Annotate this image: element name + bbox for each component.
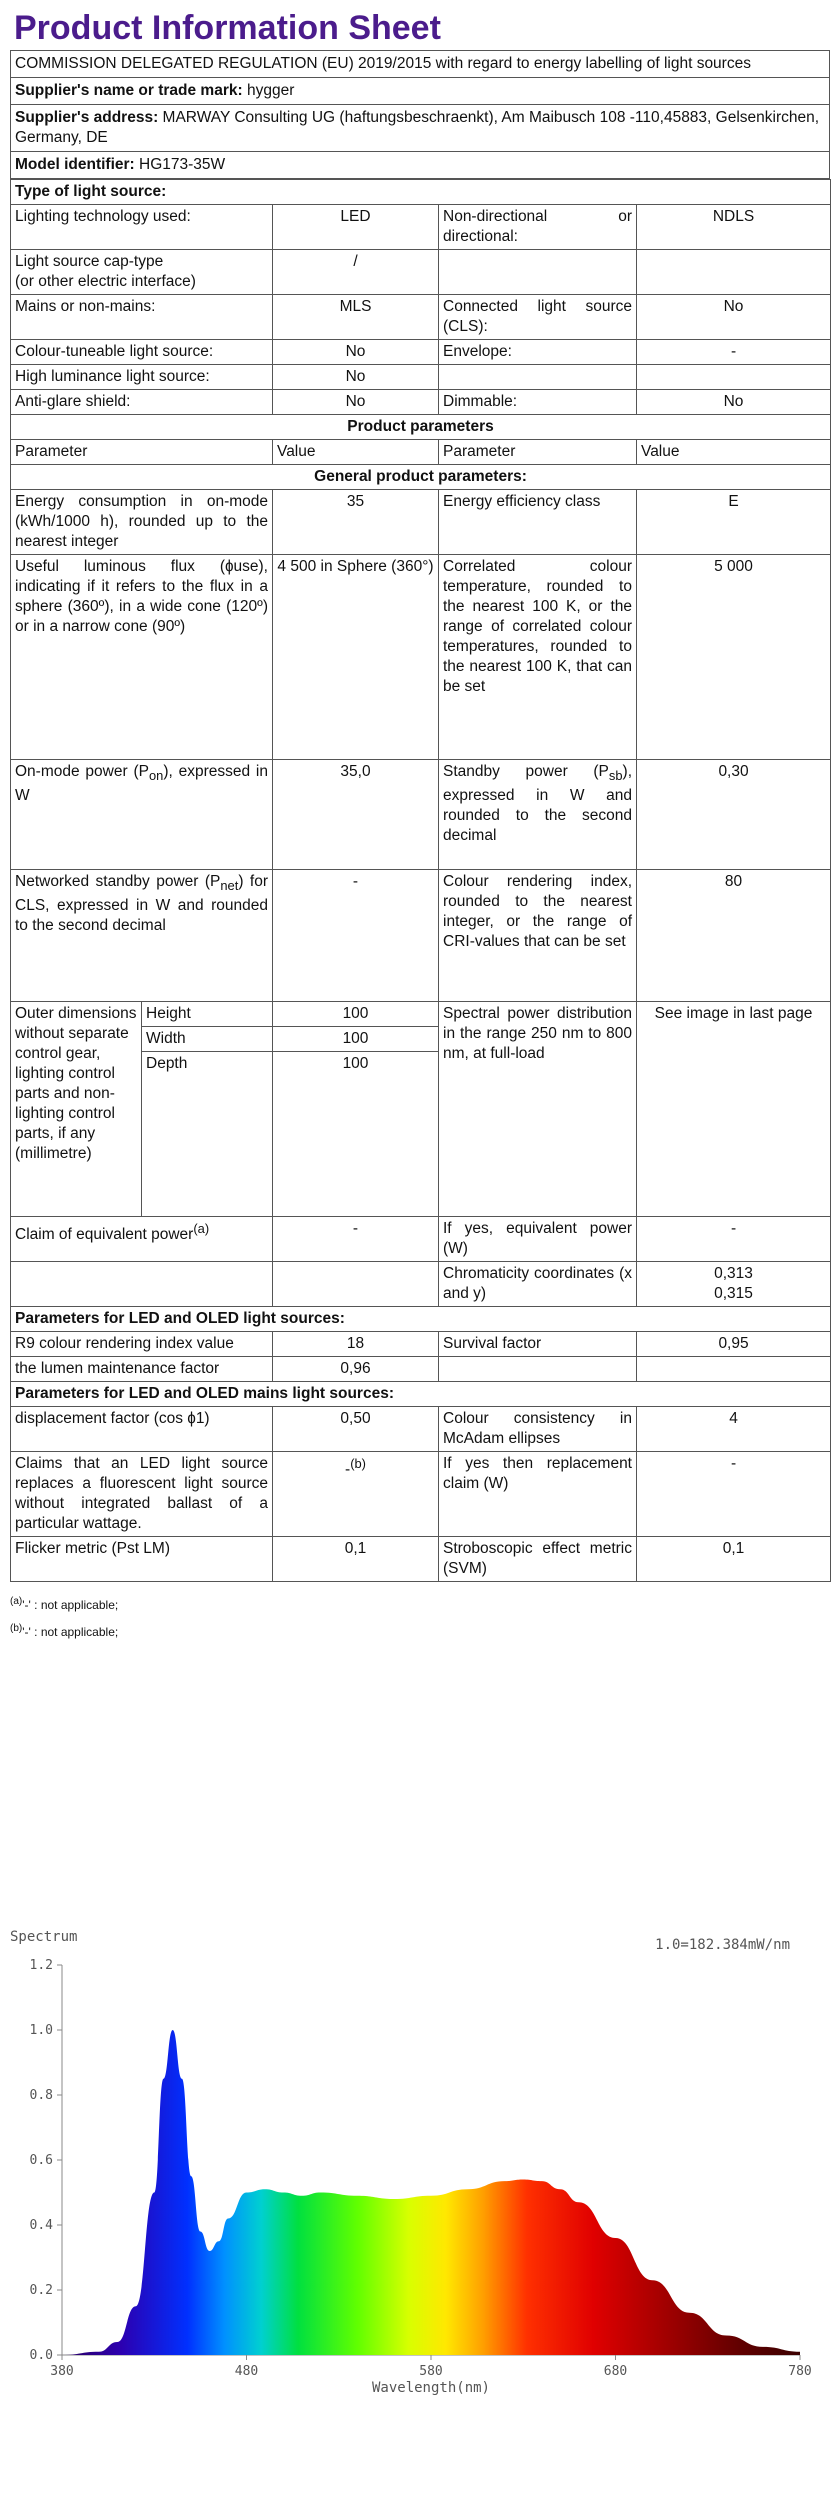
colour-consistency-label: Colour consistency in McAdam ellipses [439,1407,637,1452]
on-mode-power-label: On-mode power $(P_{on})$, expressed in W [11,760,273,870]
product-information-sheet [10,8,830,1644]
spectral-value: See image in last page [637,1002,831,1217]
type-row-value: MLS [273,295,439,340]
colour-consistency-value: 4 [637,1407,831,1452]
y-tick-label: 1.2 [29,1958,53,1973]
displacement-label: displacement factor (cos ɸ1) [11,1407,273,1452]
chart-title: Spectrum [10,1929,78,1945]
displacement-value: 0,50 [273,1407,439,1452]
supplier-name-label: Supplier's name or trade mark: [15,82,243,99]
mains-heading: Parameters for LED and OLED mains light sources: [11,1382,831,1407]
flicker-label: Flicker metric (Pst LM) [11,1537,273,1582]
type-row-value-2: No [637,295,831,340]
energy-class-label: Energy efficiency class [439,490,637,555]
equivalent-power-label: Claim of equivalent power$^{(a)}$ [11,1217,273,1262]
type-row-value-2: No [637,390,831,415]
model-label: Model identifier: [15,156,135,173]
x-axis-label: Wavelength(nm) [371,2380,491,2396]
x-tick-label: 780 [788,2364,812,2379]
supplier-address-value: MARWAY Consulting UG (haftungsbeschraenkt), Am Maibusch 108 -110,45883, Gelsenkirchen, Germany, DE [15,109,820,146]
general-heading: General product parameters: [11,465,831,490]
type-row-value: LED [273,205,439,250]
empty-cell [439,1357,637,1382]
y-tick-label: 1.0 [29,2023,53,2038]
y-tick-label: 0.0 [29,2348,53,2363]
supplier-address-label: Supplier's address: [15,109,159,126]
chart-annotation: 1.0=182.384mW/nm [655,1937,790,1953]
type-row-label: Light source cap-type (or other electric interface) [11,250,273,295]
type-row-label: Anti-glare shield: [11,390,273,415]
model-value: HG173-35W [139,156,226,173]
standby-power-value: 0,30 [637,760,831,870]
x-tick-label: 580 [419,2364,443,2379]
header-block [10,50,830,179]
led-heading: Parameters for LED and OLED light sources: [11,1307,831,1332]
type-row [11,340,831,365]
stroboscopic-value: 0,1 [637,1537,831,1582]
depth-label: Depth [142,1052,273,1217]
standby-power-label: Standby power $(P_{sb})$, expressed in W and rounded to the second decimal [439,760,637,870]
cri-label: Colour rendering index, rounded to the nearest integer, or the range of CRI-values that can be set [439,870,637,1002]
depth-value: 100 [273,1052,439,1217]
chromaticity-label: Chromaticity coordinates (x and y) [439,1262,637,1307]
type-row-value: No [273,340,439,365]
r9-label: R9 colour rendering index value [11,1332,273,1357]
col-header-value: Value [273,440,439,465]
lumen-maintenance-value: 0,96 [273,1357,439,1382]
empty-cell [637,1357,831,1382]
energy-class-value: E [637,490,831,555]
networked-standby-value: - [273,870,439,1002]
energy-consumption-label: Energy consumption in on-mode (kWh/1000 h), rounded up to the nearest integer [11,490,273,555]
replacement-claim-value: - [637,1452,831,1537]
footnote-b: $^{(b)}$'-' : not applicable; [10,1623,119,1639]
survival-label: Survival factor [439,1332,637,1357]
type-row [11,365,831,390]
on-mode-power-value: 35,0 [273,760,439,870]
r9-value: 18 [273,1332,439,1357]
y-tick-label: 0.8 [29,2088,53,2103]
spectrum-chart [0,1905,831,2465]
type-row-label: Colour-tuneable light source: [11,340,273,365]
luminous-flux-label: Useful luminous flux (ɸuse), indicating if it refers to the flux in a sphere (360º), in a wide cone (120º) or in a narrow cone (90º) [11,555,273,760]
type-row-value: No [273,365,439,390]
chromaticity-value: 0,313 0,315 [637,1262,831,1307]
height-label: Height [142,1002,273,1027]
x-tick-label: 380 [50,2364,74,2379]
type-row-label-2: Connected light source (CLS): [439,295,637,340]
col-header-value-2: Value [637,440,831,465]
type-row-label-2: Envelope: [439,340,637,365]
page-title: Product Information Sheet [14,9,441,47]
y-tick-label: 0.6 [29,2153,53,2168]
x-tick-label: 480 [234,2364,259,2379]
empty-cell [11,1262,273,1307]
replacement-claim-label: If yes then replacement claim (W) [439,1452,637,1537]
type-row-value-2: - [637,340,831,365]
fluorescent-claim-label: Claims that an LED light source replaces a fluorescent light source without integrated ballast of a particular wattage. [11,1452,273,1537]
height-value: 100 [273,1002,439,1027]
cct-value: 5 000 [637,555,831,760]
type-row-value-2 [637,365,831,390]
equivalent-power-value: - [273,1217,439,1262]
outer-dimensions-label: Outer dimensions without separate control gear, lighting control parts and non-lighting control parts, if any (millimetre) [11,1002,142,1217]
empty-cell [273,1262,439,1307]
luminous-flux-value: 4 500 in Sphere (360°) [273,555,439,760]
cri-value: 80 [637,870,831,1002]
col-header-parameter-2: Parameter [439,440,637,465]
fluorescent-claim-value: -$^{(b)}$ [273,1452,439,1537]
type-row-label: Mains or non-mains: [11,295,273,340]
type-row-label-2: Non-directional or directional: [439,205,637,250]
width-label: Width [142,1027,273,1052]
lumen-maintenance-label: the lumen maintenance factor [11,1357,273,1382]
type-row [11,205,831,250]
type-row-label-2: Dimmable: [439,390,637,415]
supplier-name-value: hygger [246,82,295,99]
type-row-label: High luminance light source: [11,365,273,390]
equivalent-power-w-value: - [637,1217,831,1262]
cct-label: Correlated colour temperature, rounded to the nearest 100 K, or the range of correlated colour temperatures, rounded to the nearest 100 K, that can be set [439,555,637,760]
supplier-address-row [11,105,829,152]
footnote-a: $^{(a)}$'-' : not applicable; [10,1596,119,1612]
led-parameters [11,1307,831,1582]
type-row [11,250,831,295]
stroboscopic-label: Stroboscopic effect metric (SVM) [439,1537,637,1582]
parameter-table [10,179,831,1582]
width-value: 100 [273,1027,439,1052]
equivalent-power-w-label: If yes, equivalent power (W) [439,1217,637,1262]
supplier-name-row [11,78,829,105]
product-parameters-heading: Product parameters [11,415,831,440]
regulation-text: COMMISSION DELEGATED REGULATION (EU) 2019/2015 with regard to energy labelling of light sources [11,51,829,78]
type-row-value: / [273,250,439,295]
x-tick-label: 680 [603,2364,628,2379]
y-tick-label: 0.4 [29,2218,53,2233]
spectrum-area [62,2030,800,2355]
type-row-value-2 [637,250,831,295]
type-row [11,295,831,340]
survival-value: 0,95 [637,1332,831,1357]
spectral-label: Spectral power distribution in the range 250 nm to 800 nm, at full-load [439,1002,637,1217]
type-of-light-source [11,180,831,415]
type-row [11,390,831,415]
flicker-value: 0,1 [273,1537,439,1582]
networked-standby-label: Networked standby power $(P_{net})$ for CLS, expressed in W and rounded to the second decimal [11,870,273,1002]
energy-consumption-value: 35 [273,490,439,555]
type-heading: Type of light source: [11,180,831,205]
type-row-label: Lighting technology used: [11,205,273,250]
type-row-value-2: NDLS [637,205,831,250]
y-tick-label: 0.2 [29,2283,53,2298]
type-row-label-2 [439,250,637,295]
col-header-parameter: Parameter [11,440,273,465]
model-row [11,152,829,179]
type-row-value: No [273,390,439,415]
type-row-label-2 [439,365,637,390]
general-parameters [11,415,831,1307]
footnotes [10,1590,830,1644]
